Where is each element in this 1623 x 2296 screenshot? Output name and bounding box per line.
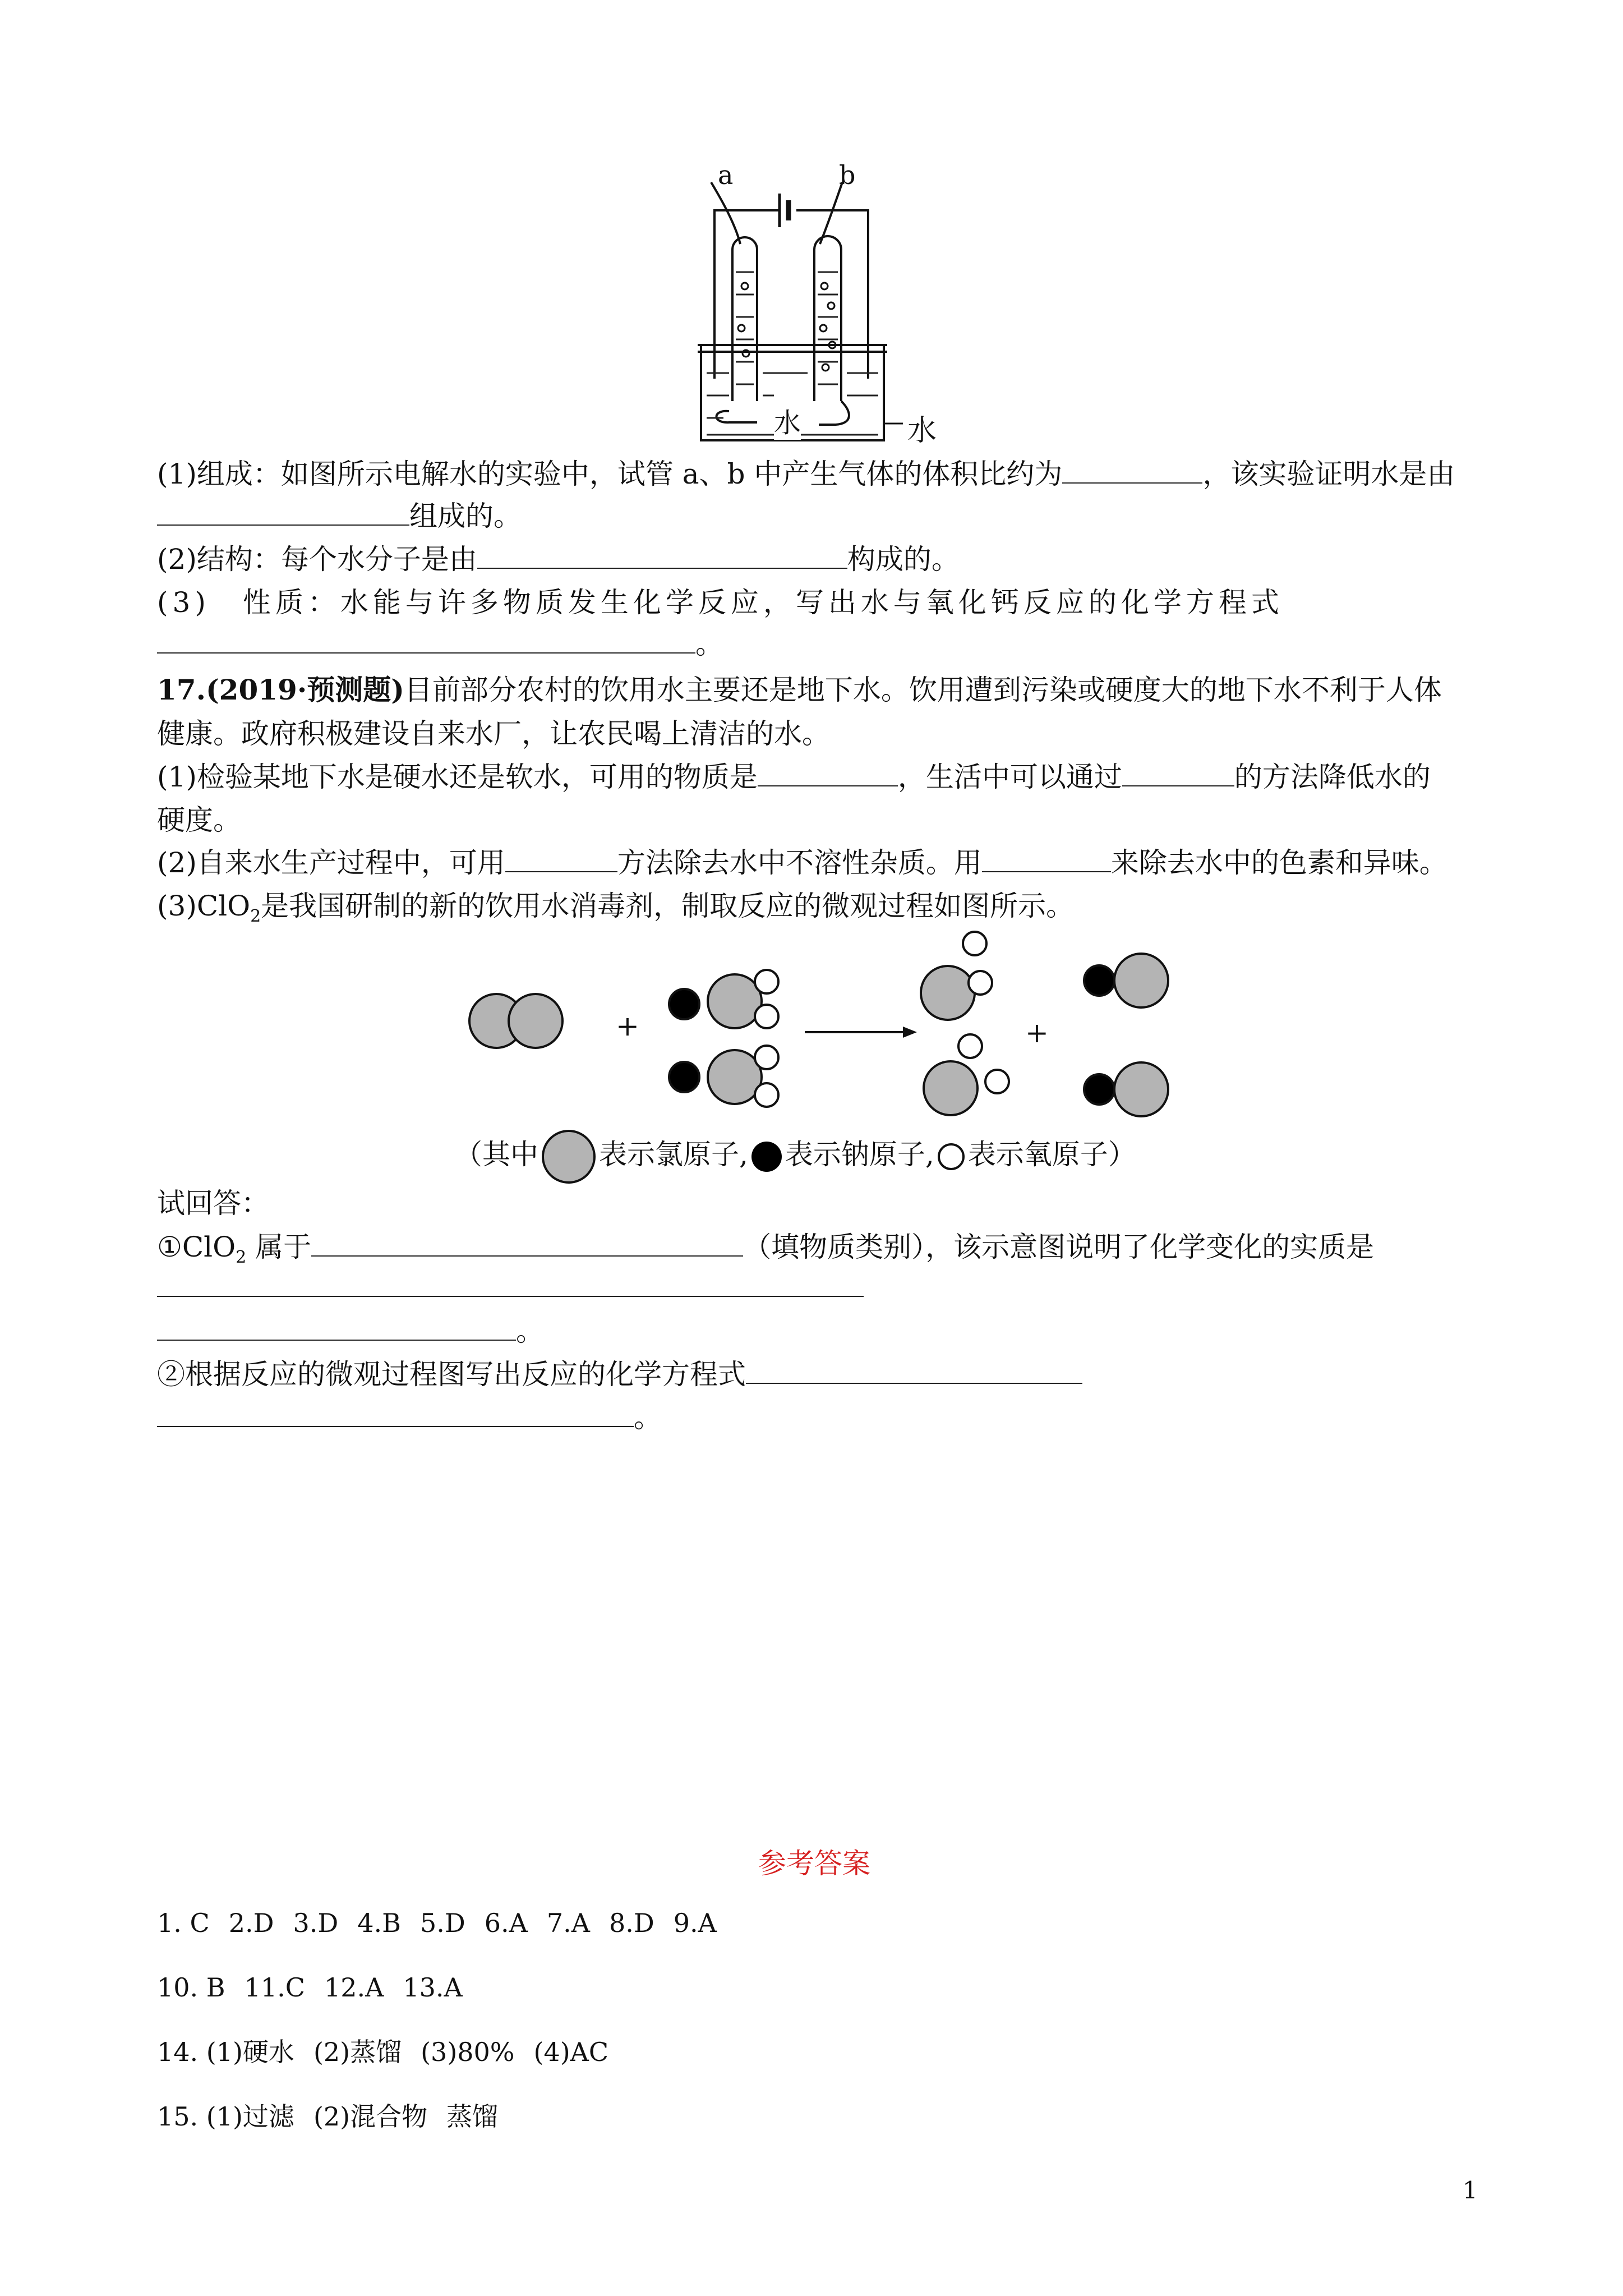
o-atom	[969, 971, 992, 995]
blank-cao-equation[interactable]	[157, 628, 695, 654]
cl-atom	[708, 1050, 762, 1104]
o-atom	[755, 1046, 778, 1069]
legend-na-swatch	[751, 1142, 782, 1172]
answers-row-3: 14. (1)硬水 (2)蒸馏 (3)80% (4)AC	[157, 2037, 609, 2067]
blank-equation-line2[interactable]	[157, 1401, 634, 1427]
o-atom	[958, 1034, 982, 1058]
blank-essence-line1[interactable]	[157, 1271, 864, 1297]
blank-structure[interactable]	[477, 543, 847, 569]
q16-part1-line2: 组成的。	[157, 499, 522, 533]
q17-sub2: (2)自来水生产过程中，可用 方法除去水中不溶性杂质。用 来除去水中的色素和异味。	[157, 846, 1447, 879]
blank-volume-ratio[interactable]	[1062, 458, 1202, 484]
cl-atom	[1114, 1062, 1168, 1116]
label-water-inside: 水	[774, 401, 801, 440]
reaction-diagram	[443, 920, 1189, 1133]
na-atom	[1084, 965, 1114, 996]
cl-atom	[924, 1061, 978, 1115]
q16-part3-line1: (3) 性质：水能与许多物质发生化学反应，写出水与氧化钙反应的化学方程式	[157, 586, 1284, 619]
q17-sub1-line1: (1)检验某地下水是硬水还是软水，可用的物质是 ，生活中可以通过 的方法降低水的	[157, 761, 1431, 793]
answer-q2-line2: 。	[157, 1401, 662, 1434]
q17-sub1-line2: 硬度。	[157, 804, 241, 836]
page-number: 1	[1463, 2177, 1478, 2204]
answers-row-2: 10. B 11.C 12.A 13.A	[157, 1972, 463, 2003]
answer-q1-line3: 。	[157, 1314, 544, 1348]
o-atom	[755, 970, 778, 993]
answer-q1-line1: ①ClO$_2$ 属于 （填物质类别），该示意图说明了化学变化的实质是	[157, 1231, 1375, 1267]
legend-cl-swatch	[542, 1130, 596, 1184]
blank-essence-line2[interactable]	[157, 1315, 516, 1341]
plus-sign-2: +	[1025, 1016, 1049, 1049]
blank-remove-color-odor[interactable]	[982, 846, 1111, 872]
o-atom	[755, 1083, 778, 1107]
q16-part1-line1: (1)组成：如图所示电解水的实验中，试管 a、b 中产生气体的体积比约为 ，该实验证明水是由	[157, 458, 1455, 490]
cl-atom	[509, 994, 562, 1048]
q17-sub3: (3)ClO$_2$是我国研制的新的饮用水消毒剂，制取反应的微观过程如图所示。	[157, 890, 1075, 926]
electrolysis-apparatus	[690, 160, 931, 452]
answers-title: 参考答案	[758, 1847, 870, 1880]
cl-atom	[1114, 954, 1168, 1007]
na-atom	[669, 1062, 699, 1092]
answer-q2-line1: ②根据反应的微观过程图写出反应的化学方程式	[157, 1358, 1082, 1391]
label-water-right: 水	[907, 414, 937, 448]
plus-sign-1: +	[616, 1010, 639, 1042]
o-atom	[755, 1005, 778, 1028]
label-b: b	[839, 160, 856, 190]
q17-intro-line1: 17.(2019·预测题)目前部分农村的饮用水主要还是地下水。饮用遭到污染或硬度大的地下水不利于人体	[157, 673, 1442, 706]
label-a: a	[718, 160, 734, 190]
o-atom	[985, 1070, 1009, 1093]
try-answer-label: 试回答：	[157, 1187, 269, 1220]
na-atom	[669, 989, 699, 1019]
q16-part2: (2)结构：每个水分子是由 构成的。	[157, 543, 960, 576]
blank-remove-insoluble[interactable]	[505, 846, 617, 872]
cl-atom	[708, 974, 762, 1028]
o-atom	[963, 932, 986, 955]
blank-reduce-hardness[interactable]	[1122, 761, 1234, 786]
blank-equation-line1[interactable]	[746, 1358, 1082, 1384]
blank-substance-category[interactable]	[311, 1231, 743, 1257]
na-atom	[1084, 1074, 1114, 1105]
answers-row-4: 15. (1)过滤 (2)混合物 蒸馏	[157, 2101, 499, 2132]
diagram-legend: （其中 表示氯原子, 表示钠原子, 表示氧原子）	[454, 1126, 1136, 1182]
answers-row-1: 1. C 2.D 3.D 4.B 5.D 6.A 7.A 8.D 9.A	[157, 1908, 717, 1938]
legend-o-swatch	[938, 1143, 965, 1170]
blank-composition[interactable]	[157, 500, 409, 526]
q17-intro-line2: 健康。政府积极建设自来水厂，让农民喝上清洁的水。	[157, 717, 830, 750]
cl-atom	[921, 966, 975, 1020]
q16-part3-line2: 。	[157, 627, 723, 661]
answer-q1-line2	[157, 1271, 864, 1304]
blank-hard-soft-test[interactable]	[758, 761, 898, 786]
